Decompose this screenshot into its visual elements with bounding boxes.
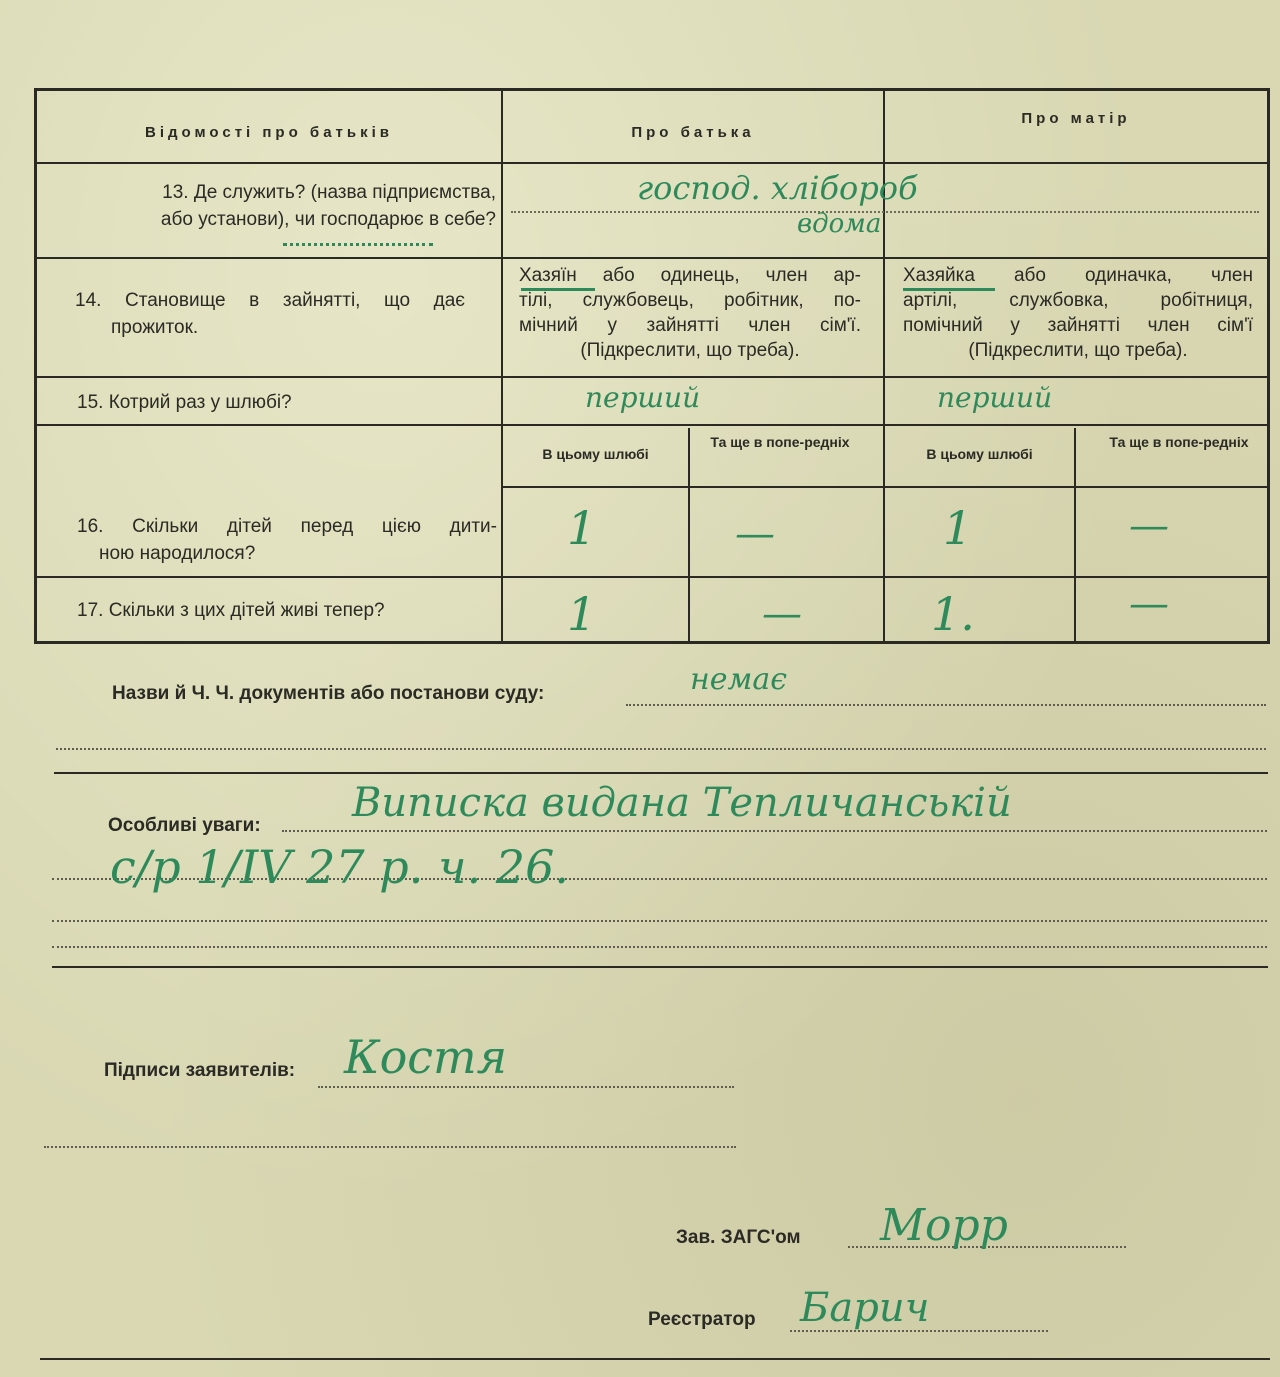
subheader-mother-previous: Та ще в попе-редніх <box>1109 434 1249 450</box>
row13-father-value: господ. хлібороб <box>637 169 918 207</box>
documents-separator <box>54 772 1268 774</box>
row13-label <box>61 179 496 233</box>
header-parents-info: Відомості про батьків <box>145 124 393 141</box>
row14-mother-line1: Хазяйка або одиначка, член <box>903 265 1253 286</box>
notes-line-3 <box>52 920 1267 922</box>
notes-value-line2: с/р 1/IV 27 р. ч. 26. <box>110 840 569 894</box>
row15-label: 15. Котрий раз у шлюбі? <box>77 392 292 413</box>
row17-mother-this-value: 1. <box>931 587 975 641</box>
row13-label-line1: 13. Де служить? (назва підприємства, <box>162 182 496 203</box>
signatures-label: Підписи заявителів: <box>104 1060 296 1081</box>
row16-bottom-line <box>37 576 1267 578</box>
row17-mother-prev-value: — <box>1129 581 1169 627</box>
documents-value: немає <box>690 662 788 697</box>
row15-father-value: перший <box>585 381 701 414</box>
parents-info-table <box>34 88 1270 644</box>
registrar-signature: Барич <box>800 1285 930 1331</box>
row14-bottom-line <box>37 376 1267 378</box>
subcol-divider-mother <box>1074 428 1076 641</box>
bottom-border-line <box>40 1358 1270 1360</box>
signatures-value: Костя <box>344 1030 508 1084</box>
row14-father-underline <box>521 288 595 291</box>
row14-father-line2: тілі, службовець, робітник, по- <box>519 290 861 311</box>
row17-label: 17. Скільки з цих дітей живі тепер? <box>77 600 385 621</box>
row16-label <box>77 513 497 567</box>
row13-father-dotted-line <box>511 211 1259 213</box>
documents-line-1 <box>626 704 1266 706</box>
head-of-registry-signature: Морр <box>880 1200 1008 1251</box>
subheader-father-this-marriage: В цьому шлюбі <box>542 446 649 462</box>
registrar-label: Реєстратор <box>648 1309 756 1330</box>
row16-father-prev-value: — <box>735 511 775 557</box>
signatures-line-1 <box>318 1086 734 1088</box>
row14-father-options <box>519 263 861 363</box>
row14-father-line3: мічний у зайнятті член сім'ї. <box>519 315 861 336</box>
subheader-mother-this-marriage: В цьому шлюбі <box>926 446 1033 462</box>
row14-mother-line2: артілі, службовка, робітниця, <box>903 290 1253 311</box>
header-about-mother: Про матір <box>1021 110 1131 127</box>
row15-mother-value: перший <box>937 381 1053 414</box>
documents-label: Назви й Ч. Ч. документів або постанови суду: <box>112 683 545 704</box>
row14-mother-options <box>903 263 1253 363</box>
row13-underline-mark <box>283 243 433 246</box>
row14-mother-underline <box>903 288 995 291</box>
row16-mother-prev-value: — <box>1129 503 1169 549</box>
header-about-father: Про батька <box>631 124 755 141</box>
row16-label-line1: 16. Скільки дітей перед цією дити- <box>77 516 497 537</box>
row14-label-line2: прожиток. <box>111 317 199 338</box>
signatures-line-2 <box>44 1146 736 1148</box>
row17-father-prev-value: — <box>762 591 802 637</box>
row16-label-line2: ною народилося? <box>99 543 256 564</box>
row14-mother-line4: (Підкреслити, що треба). <box>968 340 1188 361</box>
row14-label <box>75 287 465 341</box>
notes-value-line1: Виписка видана Тепличанській <box>352 780 1012 826</box>
head-of-registry-label: Зав. ЗАГС'ом <box>676 1227 801 1248</box>
row14-father-line1: Хазяїн або одинець, член ар- <box>519 265 861 286</box>
notes-line-4 <box>52 946 1267 948</box>
row13-bottom-line <box>37 257 1267 259</box>
row13-mother-value: вдома <box>797 209 882 239</box>
subcol-divider-father <box>688 428 690 641</box>
header-bottom-line <box>37 162 1267 164</box>
row16-father-this-value: 1 <box>567 501 597 555</box>
subheader-bottom-line <box>501 486 1267 488</box>
row14-mother-line3: помічний у зайнятті член сім'ї <box>903 315 1253 336</box>
notes-line-1 <box>282 830 1267 832</box>
notes-separator <box>52 966 1268 968</box>
row16-mother-this-value: 1 <box>943 501 973 555</box>
col-divider-1 <box>501 91 503 641</box>
row14-label-line1: 14. Становище в зайнятті, що дає <box>75 290 465 311</box>
documents-line-2 <box>56 748 1266 750</box>
row17-father-this-value: 1 <box>567 587 597 641</box>
row13-label-line2: або установи), чи господарює в себе? <box>160 209 496 230</box>
row14-father-line4: (Підкреслити, що треба). <box>580 340 800 361</box>
subheader-father-previous: Та ще в попе-редніх <box>710 434 850 450</box>
notes-label: Особливі уваги: <box>108 815 261 836</box>
row15-bottom-line <box>37 424 1267 426</box>
